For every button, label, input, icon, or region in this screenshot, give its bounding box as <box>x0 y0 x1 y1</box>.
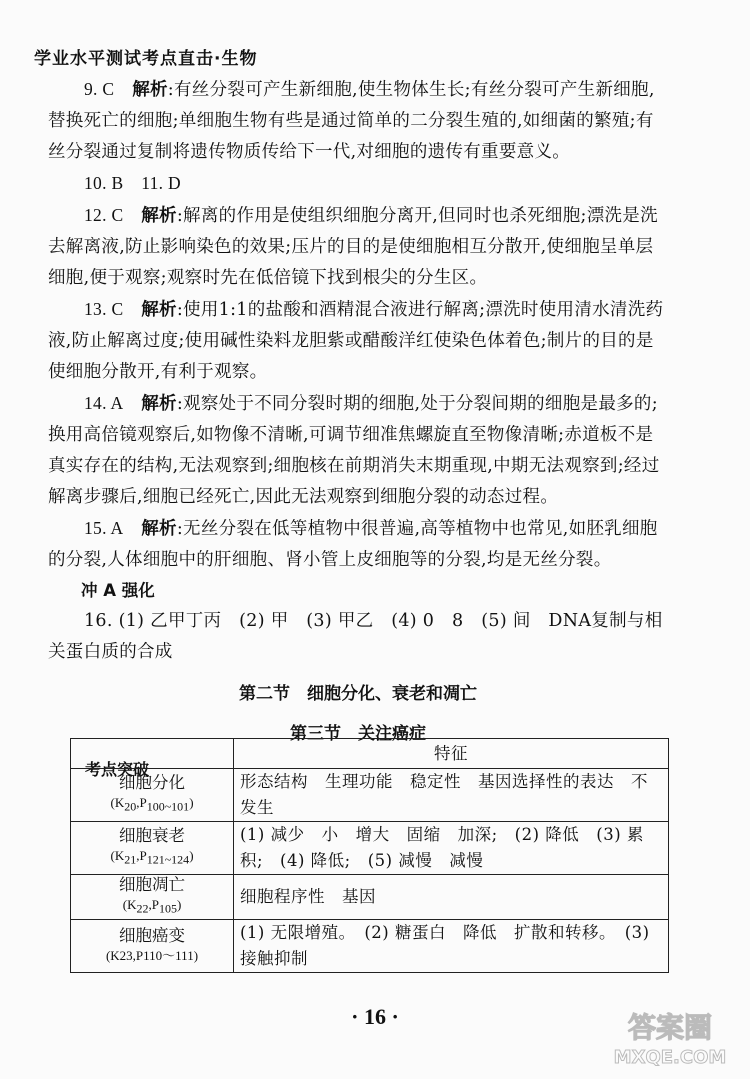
table-row <box>71 769 669 822</box>
table-header-empty <box>71 739 234 769</box>
section-title-3: 第三节 关注癌症 <box>290 724 426 744</box>
page-number: · 16 · <box>351 1004 399 1029</box>
watermark-top-text: 答案圈 <box>627 1011 713 1044</box>
table-header-feature: 特征 <box>234 739 669 769</box>
table-row <box>71 919 669 972</box>
item-9: 9. C 解析:有丝分裂可产生新细胞,使生物体生长;有丝分裂可产生新细胞,替换死亡的细胞;单细胞生物有些是通过简单的二分裂生殖的,如细菌的繁殖;有丝分裂通过复制将遗传物质传给下一代,对细胞的遗传有重要意义。 <box>48 79 655 162</box>
item-10-11: 10. B 11. D <box>84 173 181 193</box>
running-header: 学业水平测试考点直击·生物 <box>34 49 258 69</box>
row-ref: $(K_{21},P_{121\sim 124})$ <box>110 848 194 867</box>
item-13: 13. C 解析:使用1:1的盐酸和酒精混合液进行解离;漂洗时使用清水清洗药液,防止解离过度;使用碱性染料龙胆紫或醋酸洋红使染色体着色;制片的目的是使细胞分散开,有利于观察。 <box>48 299 664 382</box>
section-title-2: 第二节 细胞分化、衰老和凋亡 <box>239 684 477 704</box>
item-12: 12. C 解析:解离的作用是使组织细胞分离开,但同时也杀死细胞;漂洗是洗去解离液,防止影响染色的效果;压片的目的是使细胞相互分散开,使细胞呈单层细胞,便于观察;观察时先在低倍镜下找到根尖的分生区。 <box>48 205 658 288</box>
row-ref: $(K_{22},P_{105})$ <box>122 897 182 916</box>
item-16: 16. (1) 乙甲丁丙 (2) 甲 (3) 甲乙 (4) 0 8 (5) 间 DNA复制与相关蛋白质的合成 <box>48 611 663 662</box>
row-name: 细胞衰老 <box>119 826 185 846</box>
row-feature: (1) 减少 小 增大 固缩 加深; (2) 降低 (3) 累积; (4) 降低; (5) 减慢 减慢 <box>234 822 669 875</box>
row-ref: (K23,P110～111) <box>105 947 199 963</box>
row-name-cell <box>71 919 234 972</box>
row-name: 细胞凋亡 <box>119 875 185 894</box>
row-name-cell <box>71 769 234 822</box>
row-name-cell <box>71 875 234 920</box>
table-row <box>71 875 669 920</box>
table-header-row <box>71 739 669 769</box>
key-points-table <box>70 738 669 973</box>
table-row <box>71 822 669 875</box>
item-15: 15. A 解析:无丝分裂在低等植物中很普遍,高等植物中也常见,如胚乳细胞的分裂,人体细胞中的肝细胞、肾小管上皮细胞等的分裂,均是无丝分裂。 <box>48 518 658 570</box>
watermark-bottom-text: MXQE.COM <box>613 1047 727 1068</box>
answer-content <box>48 74 668 782</box>
watermark-logo <box>600 1001 740 1071</box>
row-name-cell <box>71 822 234 875</box>
row-feature: (1) 无限增殖。 (2) 糖蛋白 降低 扩散和转移。 (3) 接触抑制 <box>234 919 669 972</box>
key-points-title: 考点突破 <box>85 760 150 779</box>
subhead-chong-a: 冲 A 强化 <box>81 581 155 600</box>
item-14: 14. A 解析:观察处于不同分裂时期的细胞,处于分裂间期的细胞是最多的;换用高倍镜观察后,如物像不清晰,可调节细准焦螺旋直至物像清晰;赤道板不是真实存在的结构,无法观察到;细胞核在前期消失末期重现,中期无法观察到;经过解离步骤后,细胞已经死亡,因此无法观察到细胞分裂的动态过程。 <box>48 393 660 507</box>
row-name: 细胞分化 <box>119 773 185 793</box>
row-feature: 细胞程序性 基因 <box>234 875 669 920</box>
row-ref: $(K_{20},P_{100\sim 101})$ <box>110 795 194 814</box>
row-name: 细胞癌变 <box>119 925 185 945</box>
row-feature: 形态结构 生理功能 稳定性 基因选择性的表达 不发生 <box>234 769 669 822</box>
